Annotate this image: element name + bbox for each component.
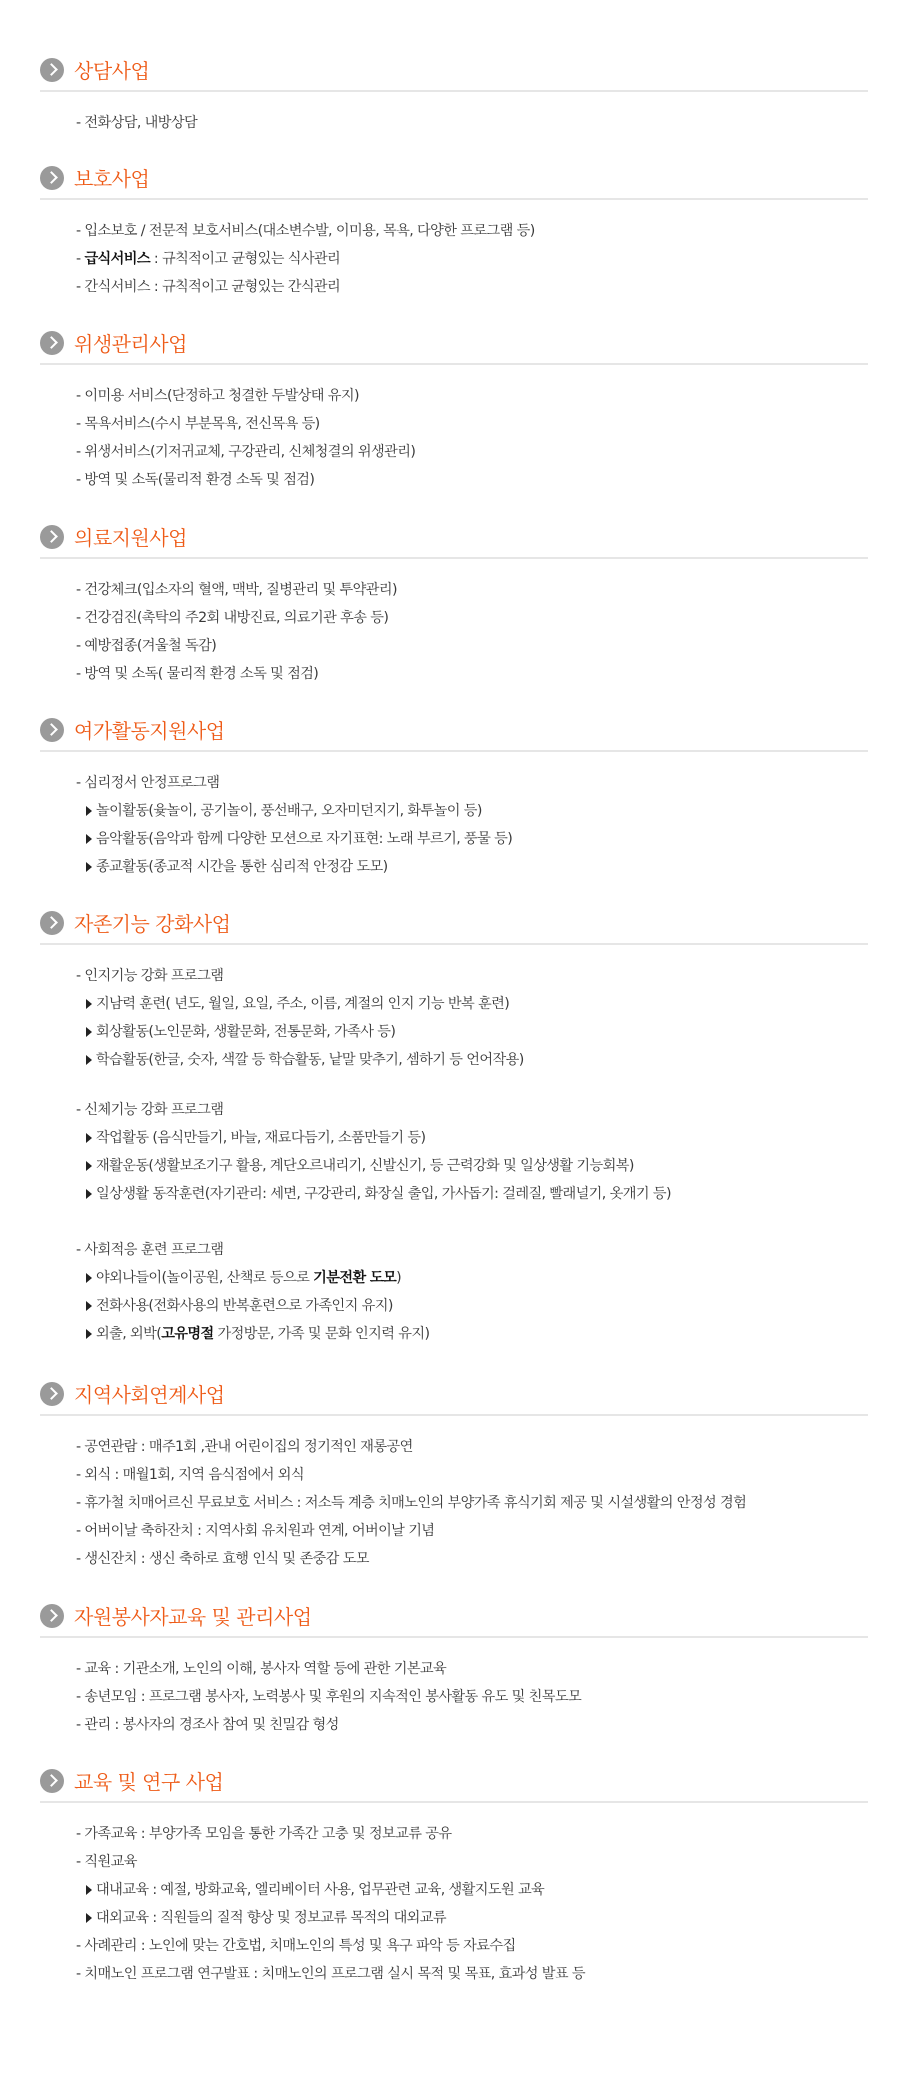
section-title: 자존기능 강화사업 bbox=[74, 912, 231, 936]
item-text: - 직원교육 bbox=[76, 1854, 137, 1870]
item-text: - 신체기능 강화 프로그램 bbox=[76, 1102, 224, 1118]
item-text: 가정방문, 가족 및 문화 인지력 유지) bbox=[213, 1326, 430, 1342]
section-1 bbox=[40, 50, 868, 137]
list-item bbox=[76, 466, 868, 494]
chevron-right-circle-icon bbox=[40, 166, 64, 190]
item-text: 일상생활 동작훈련(자기관리: 세면, 구강관리, 화장실 출입, 가사돕기: 걸레질, 빨래널기, 옷개기 등) bbox=[96, 1186, 671, 1202]
sub-list-item bbox=[76, 1180, 868, 1208]
item-text: - 휴가철 치매어르신 무료보호 서비스 : 저소득 계층 치매노인의 부양가족 휴식기회 제공 및 시설생활의 안정성 경험 bbox=[76, 1495, 747, 1511]
sub-list-item bbox=[76, 853, 868, 881]
list-item bbox=[76, 1820, 868, 1848]
sub-list-item bbox=[76, 825, 868, 853]
item-text: - 입소보호 / 전문적 보호서비스(대소변수발, 이미용, 목욕, 다양한 프로그램 등) bbox=[76, 223, 535, 239]
section-items bbox=[40, 200, 868, 301]
item-text: - 방역 및 소독(물리적 환경 소독 및 점검) bbox=[76, 472, 315, 488]
list-item bbox=[76, 962, 868, 990]
triangle-bullet-icon bbox=[86, 1329, 92, 1339]
item-text: - 사례관리 : 노인에 맞는 간호법, 치매노인의 특성 및 욕구 파악 등 자료수집 bbox=[76, 1938, 516, 1954]
section-header bbox=[40, 1761, 868, 1803]
list-item bbox=[76, 1848, 868, 1876]
section-title: 교육 및 연구 사업 bbox=[74, 1770, 224, 1794]
item-text: 대외교육 : 직원들의 질적 향상 및 정보교류 목적의 대외교류 bbox=[96, 1910, 446, 1926]
item-text: - 예방접종(겨울철 독감) bbox=[76, 638, 217, 654]
item-text: - 송년모임 : 프로그램 봉사자, 노력봉사 및 후원의 지속적인 봉사활동 유도 및 친목도모 bbox=[76, 1689, 582, 1705]
list-item bbox=[76, 769, 868, 797]
chevron-right-circle-icon bbox=[40, 525, 64, 549]
triangle-bullet-icon bbox=[86, 1161, 92, 1171]
triangle-bullet-icon bbox=[86, 1273, 92, 1283]
section-header bbox=[40, 710, 868, 752]
section-items bbox=[40, 1416, 868, 1573]
item-text: - 인지기능 강화 프로그램 bbox=[76, 968, 224, 984]
item-text: - 어버이날 축하잔치 : 지역사회 유치원과 연계, 어버이날 기념 bbox=[76, 1523, 435, 1539]
list-item bbox=[76, 438, 868, 466]
item-text: - 건강체크(입소자의 혈액, 맥박, 질병관리 및 투약관리) bbox=[76, 582, 397, 598]
sub-list-item bbox=[76, 1904, 868, 1932]
sub-list-item bbox=[76, 1046, 868, 1074]
section-3 bbox=[40, 323, 868, 494]
item-emphasis: 고유명절 bbox=[161, 1326, 214, 1342]
section-5 bbox=[40, 710, 868, 881]
list-item bbox=[76, 632, 868, 660]
item-emphasis: 기분전환 도모 bbox=[313, 1270, 397, 1286]
triangle-bullet-icon bbox=[86, 1027, 92, 1037]
triangle-bullet-icon bbox=[86, 1133, 92, 1143]
section-title: 의료지원사업 bbox=[74, 526, 187, 550]
triangle-bullet-icon bbox=[86, 1055, 92, 1065]
item-text: - 방역 및 소독( 물리적 환경 소독 및 점검) bbox=[76, 666, 319, 682]
section-title: 자원봉사자교육 및 관리사업 bbox=[74, 1605, 312, 1629]
triangle-bullet-icon bbox=[86, 806, 92, 816]
list-item bbox=[76, 1545, 868, 1573]
list-item bbox=[76, 410, 868, 438]
item-text: 작업활동 (음식만들기, 바늘, 재료다듬기, 소품만들기 등) bbox=[96, 1130, 426, 1146]
item-text: - 전화상담, 내방상담 bbox=[76, 115, 198, 131]
section-header bbox=[40, 517, 868, 559]
item-text: - 생신잔치 : 생신 축하로 효행 인식 및 존중감 도모 bbox=[76, 1551, 369, 1567]
triangle-bullet-icon bbox=[86, 1885, 92, 1895]
section-items bbox=[40, 1638, 868, 1739]
section-title: 보호사업 bbox=[74, 167, 150, 191]
item-text: - 공연관람 : 매주1회 ,관내 어린이집의 정기적인 재롱공연 bbox=[76, 1439, 413, 1455]
sub-list-item bbox=[76, 1124, 868, 1152]
section-header bbox=[40, 903, 868, 945]
section-items bbox=[40, 92, 868, 137]
section-header bbox=[40, 158, 868, 200]
list-item bbox=[76, 1932, 868, 1960]
section-items bbox=[40, 1803, 868, 1988]
item-text: - 가족교육 : 부양가족 모임을 통한 가족간 고충 및 정보교류 공유 bbox=[76, 1826, 452, 1842]
section-items bbox=[40, 365, 868, 494]
list-item bbox=[76, 245, 868, 273]
triangle-bullet-icon bbox=[86, 834, 92, 844]
section-2 bbox=[40, 158, 868, 301]
list-item bbox=[76, 273, 868, 301]
item-text: - 교육 : 기관소개, 노인의 이해, 봉사자 역할 등에 관한 기본교육 bbox=[76, 1661, 447, 1677]
list-item bbox=[76, 1655, 868, 1683]
list-item bbox=[76, 1236, 868, 1264]
item-text: : 규칙적이고 균형있는 식사관리 bbox=[149, 251, 341, 267]
section-header bbox=[40, 1374, 868, 1416]
list-item bbox=[76, 1489, 868, 1517]
item-text: - 이미용 서비스(단정하고 청결한 두발상태 유지) bbox=[76, 388, 359, 404]
chevron-right-circle-icon bbox=[40, 1604, 64, 1628]
item-text: 외출, 외박( bbox=[96, 1326, 162, 1342]
section-header bbox=[40, 323, 868, 365]
item-text: ) bbox=[396, 1270, 402, 1286]
item-text: - 관리 : 봉사자의 경조사 참여 및 친밀감 형성 bbox=[76, 1717, 339, 1733]
section-8 bbox=[40, 1596, 868, 1739]
section-items bbox=[40, 945, 868, 1348]
list-item bbox=[76, 604, 868, 632]
list-item bbox=[76, 217, 868, 245]
item-text: - 치매노인 프로그램 연구발표 : 치매노인의 프로그램 실시 목적 및 목표, 효과성 발표 등 bbox=[76, 1966, 586, 1982]
sub-list-item bbox=[76, 1876, 868, 1904]
list-item bbox=[76, 1711, 868, 1739]
list-item bbox=[76, 576, 868, 604]
list-item bbox=[76, 1960, 868, 1988]
section-4 bbox=[40, 517, 868, 688]
item-text: - 사회적응 훈련 프로그램 bbox=[76, 1242, 224, 1258]
section-title: 여가활동지원사업 bbox=[74, 719, 225, 743]
list-item bbox=[76, 1461, 868, 1489]
section-items bbox=[40, 752, 868, 881]
item-text: 놀이활동(윷놀이, 공기놀이, 풍선배구, 오자미던지기, 화투놀이 등) bbox=[96, 803, 482, 819]
item-text: - bbox=[76, 251, 85, 267]
triangle-bullet-icon bbox=[86, 1189, 92, 1199]
item-text: 학습활동(한글, 숫자, 색깔 등 학습활동, 낱말 맞추기, 셈하기 등 언어작용) bbox=[96, 1052, 524, 1068]
section-7 bbox=[40, 1374, 868, 1573]
item-text: 지남력 훈련( 년도, 월일, 요일, 주소, 이름, 계절의 인지 기능 반복 훈련) bbox=[96, 996, 510, 1012]
chevron-right-circle-icon bbox=[40, 331, 64, 355]
chevron-right-circle-icon bbox=[40, 718, 64, 742]
list-item bbox=[76, 1683, 868, 1711]
triangle-bullet-icon bbox=[86, 862, 92, 872]
sub-list-item bbox=[76, 797, 868, 825]
section-items bbox=[40, 559, 868, 688]
item-text: 야외나들이(놀이공원, 산책로 등으로 bbox=[96, 1270, 314, 1286]
list-item bbox=[76, 660, 868, 688]
section-6 bbox=[40, 903, 868, 1348]
list-item bbox=[76, 382, 868, 410]
list-item bbox=[76, 1096, 868, 1124]
item-text: - 건강검진(촉탁의 주2회 내방진료, 의료기관 후송 등) bbox=[76, 610, 389, 626]
spacer bbox=[76, 1074, 868, 1096]
item-text: 대내교육 : 예절, 방화교육, 엘리베이터 사용, 업무관련 교육, 생활지도원 교육 bbox=[96, 1882, 545, 1898]
section-9 bbox=[40, 1761, 868, 1988]
item-text: 종교활동(종교적 시간을 통한 심리적 안정감 도모) bbox=[96, 859, 388, 875]
sub-list-item bbox=[76, 1152, 868, 1180]
list-item bbox=[76, 1517, 868, 1545]
item-text: - 외식 : 매월1회, 지역 음식점에서 외식 bbox=[76, 1467, 304, 1483]
triangle-bullet-icon bbox=[86, 1913, 92, 1923]
item-emphasis: 급식서비스 bbox=[84, 251, 150, 267]
sub-list-item bbox=[76, 1264, 868, 1292]
sub-list-item bbox=[76, 990, 868, 1018]
spacer bbox=[76, 1208, 868, 1236]
section-title: 상담사업 bbox=[74, 59, 150, 83]
list-item bbox=[76, 109, 868, 137]
item-text: - 간식서비스 : 규칙적이고 균형있는 간식관리 bbox=[76, 279, 341, 295]
triangle-bullet-icon bbox=[86, 1301, 92, 1311]
sub-list-item bbox=[76, 1018, 868, 1046]
chevron-right-circle-icon bbox=[40, 911, 64, 935]
sub-list-item bbox=[76, 1320, 868, 1348]
item-text: - 목욕서비스(수시 부분목욕, 전신목욕 등) bbox=[76, 416, 320, 432]
item-text: 음악활동(음악과 함께 다양한 모션으로 자기표현: 노래 부르기, 풍물 등) bbox=[96, 831, 513, 847]
sub-list-item bbox=[76, 1292, 868, 1320]
chevron-right-circle-icon bbox=[40, 1769, 64, 1793]
triangle-bullet-icon bbox=[86, 999, 92, 1009]
chevron-right-circle-icon bbox=[40, 58, 64, 82]
item-text: 회상활동(노인문화, 생활문화, 전통문화, 가족사 등) bbox=[96, 1024, 396, 1040]
section-title: 지역사회연계사업 bbox=[74, 1383, 225, 1407]
item-text: 전화사용(전화사용의 반복훈련으로 가족인지 유지) bbox=[96, 1298, 393, 1314]
chevron-right-circle-icon bbox=[40, 1382, 64, 1406]
section-title: 위생관리사업 bbox=[74, 332, 187, 356]
item-text: 재활운동(생활보조기구 활용, 계단오르내리기, 신발신기, 등 근력강화 및 일상생활 기능회복) bbox=[96, 1158, 634, 1174]
item-text: - 심리정서 안정프로그램 bbox=[76, 775, 220, 791]
list-item bbox=[76, 1433, 868, 1461]
item-text: - 위생서비스(기저귀교체, 구강관리, 신체청결의 위생관리) bbox=[76, 444, 416, 460]
section-header bbox=[40, 50, 868, 92]
section-header bbox=[40, 1596, 868, 1638]
